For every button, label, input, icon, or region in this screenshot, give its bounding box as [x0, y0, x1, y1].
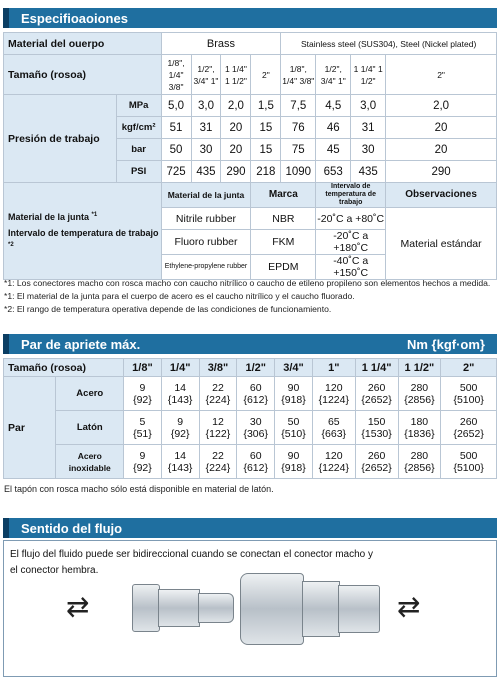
torque-cell	[237, 377, 275, 411]
torque-nm-value: 120	[325, 449, 343, 462]
torque-nm-value: 9	[177, 415, 184, 428]
bidirectional-arrow-icon: ⇄	[397, 591, 421, 622]
torque-par-label: Par	[4, 377, 56, 479]
torque-unit: Nm {kgf·om}	[406, 336, 485, 352]
torque-kgf-value: {224}	[205, 461, 231, 474]
pressure-value: 653	[316, 161, 351, 183]
spec-note: *1: Los conectores macho con rosca macho con caucho nitrílico o caucho de etileno propileno son elementos hechos a medida.	[4, 278, 491, 288]
size-header: 2"	[386, 55, 497, 95]
torque-kgf-value: {510}	[281, 427, 306, 440]
pressure-value: 3,0	[351, 95, 386, 117]
torque-nm-value: 60	[249, 381, 262, 394]
torque-nm-value: 9	[139, 381, 146, 394]
torque-nm-value: 500	[459, 449, 478, 462]
pressure-value: 4,5	[316, 95, 351, 117]
torque-nm-value: 260	[367, 449, 386, 462]
seal-col-obs: Observaciones	[386, 183, 497, 208]
seal-col-material: Material de la junta	[161, 183, 251, 208]
torque-kgf-value: {918}	[281, 393, 306, 406]
size-header: 2"	[251, 55, 281, 95]
torque-cell	[398, 411, 441, 445]
pressure-value: 31	[191, 117, 221, 139]
seal-mark: FKM	[251, 230, 316, 255]
pressure-value: 31	[351, 117, 386, 139]
torque-size-header: 1 1/4"	[355, 359, 398, 377]
material-steel: Stainless steel (SUS304), Steel (Nickel plated)	[281, 33, 497, 55]
torque-nm-value: 280	[410, 449, 429, 462]
size-header: 1 1/4" 1 1/2"	[221, 55, 251, 95]
spec-note: *2: El rango de temperatura operativa depende de las condiciones de funcionamiento.	[4, 304, 332, 314]
material-brass: Brass	[161, 33, 281, 55]
bidirectional-arrow-icon: ⇄	[66, 591, 90, 622]
torque-cell	[398, 445, 441, 479]
torque-nm-value: 5	[139, 415, 146, 428]
torque-kgf-value: {1224}	[318, 461, 349, 474]
torque-size-header: 1/8"	[124, 359, 162, 377]
torque-nm-value: 22	[212, 449, 224, 462]
flow-title: Sentido del flujo	[21, 520, 123, 536]
torque-nm-value: 120	[325, 381, 343, 394]
torque-cell	[124, 377, 162, 411]
pressure-unit: MPa	[116, 95, 161, 117]
torque-cell	[441, 377, 497, 411]
pressure-value: 51	[161, 117, 191, 139]
flow-text-line: El flujo del fluido puede ser bidireccional cuando se conectan el conector macho y	[10, 549, 373, 560]
torque-title: Par de apriete máx.	[21, 336, 141, 352]
torque-kgf-value: {1224}	[318, 393, 349, 406]
torque-kgf-value: {612}	[243, 393, 268, 406]
pressure-value: 30	[351, 139, 386, 161]
pressure-value: 1,5	[251, 95, 281, 117]
seal-note-2: *2	[8, 242, 14, 248]
torque-cell	[355, 445, 398, 479]
torque-nm-value: 260	[367, 381, 386, 394]
pressure-value: 75	[281, 139, 316, 161]
pressure-value: 2,0	[386, 95, 497, 117]
torque-kgf-value: {663}	[321, 427, 347, 440]
pressure-value: 2,0	[221, 95, 251, 117]
torque-cell	[398, 377, 441, 411]
pressure-value: 20	[221, 117, 251, 139]
torque-kgf-value: {2652}	[453, 427, 484, 440]
torque-nm-value: 90	[287, 381, 300, 394]
flow-description	[10, 547, 430, 579]
torque-cell	[312, 411, 355, 445]
pressure-value: 290	[386, 161, 497, 183]
torque-nm-value: 14	[174, 381, 187, 394]
seal-observation: Material estándar	[386, 208, 497, 280]
torque-note: El tapón con rosca macho sólo está disponible en material de latón.	[4, 484, 274, 494]
seal-col-temp: Intervalo de temperatura de trabajo	[316, 183, 386, 208]
torque-kgf-value: {612}	[243, 461, 268, 474]
torque-cell	[199, 445, 237, 479]
torque-material: Acero	[56, 377, 124, 411]
pressure-value: 46	[316, 117, 351, 139]
torque-cell	[312, 377, 355, 411]
torque-cell	[161, 411, 199, 445]
pressure-value: 435	[351, 161, 386, 183]
pressure-value: 15	[251, 139, 281, 161]
pressure-value: 30	[191, 139, 221, 161]
torque-kgf-value: {5100}	[453, 461, 484, 474]
torque-cell	[237, 411, 275, 445]
torque-kgf-value: {224}	[205, 393, 231, 406]
pressure-value: 5,0	[161, 95, 191, 117]
seal-mark: NBR	[251, 208, 316, 230]
torque-cell	[275, 445, 313, 479]
torque-nm-value: 60	[249, 449, 262, 462]
pressure-value: 15	[251, 117, 281, 139]
pressure-unit: bar	[116, 139, 161, 161]
torque-kgf-value: {92}	[170, 427, 190, 440]
torque-cell	[199, 411, 237, 445]
torque-size-header: 3/4"	[275, 359, 313, 377]
torque-cell	[199, 377, 237, 411]
torque-kgf-value: {1836}	[404, 427, 435, 440]
pressure-value: 20	[386, 117, 497, 139]
torque-kgf-value: {92}	[133, 393, 152, 406]
torque-nm-value: 260	[459, 415, 478, 428]
torque-kgf-value: {2856}	[404, 393, 435, 406]
torque-nm-value: 14	[174, 449, 187, 462]
torque-cell	[161, 377, 199, 411]
torque-size-header: 2"	[441, 359, 497, 377]
seal-labels	[4, 183, 162, 280]
seal-label-2: Intervalo de temperatura de trabajo	[8, 228, 159, 238]
size-label: Tamaño (rosoa)	[4, 55, 162, 95]
seal-col-mark: Marca	[251, 183, 316, 208]
seal-mark: EPDM	[251, 255, 316, 280]
torque-nm-value: 50	[287, 415, 300, 428]
torque-cell	[441, 445, 497, 479]
torque-cell	[312, 445, 355, 479]
seal-label-1: Material de la junta	[8, 212, 90, 222]
torque-nm-value: 65	[327, 415, 340, 428]
size-header: 1/8", 1/4" 3/8"	[161, 55, 191, 95]
pressure-label: Presión de trabajo	[4, 95, 117, 183]
flow-panel	[3, 540, 497, 677]
seal-material: Nitrile rubber	[161, 208, 251, 230]
size-header: 1/2", 3/4" 1"	[191, 55, 221, 95]
torque-size-header: 1/2"	[237, 359, 275, 377]
torque-kgf-value: {306}	[243, 427, 268, 440]
specs-table	[3, 32, 497, 280]
torque-size-header: 1/4"	[161, 359, 199, 377]
torque-cell	[124, 411, 162, 445]
torque-nm-value: 90	[287, 449, 300, 462]
seal-material: Fluoro rubber	[161, 230, 251, 255]
torque-nm-value: 12	[212, 415, 224, 428]
torque-cell	[355, 377, 398, 411]
pressure-value: 1090	[281, 161, 316, 183]
pressure-value: 290	[221, 161, 251, 183]
torque-nm-value: 280	[410, 381, 429, 394]
torque-cell	[355, 411, 398, 445]
pressure-value: 20	[386, 139, 497, 161]
torque-size-header: 1 1/2"	[398, 359, 441, 377]
torque-kgf-value: {92}	[133, 461, 152, 474]
torque-cell	[237, 445, 275, 479]
pressure-value: 435	[191, 161, 221, 183]
torque-material: Latón	[56, 411, 124, 445]
torque-cell	[161, 445, 199, 479]
torque-kgf-value: {2652}	[361, 461, 392, 474]
torque-cell	[124, 445, 162, 479]
torque-kgf-value: {1530}	[361, 427, 392, 440]
torque-kgf-value: {143}	[167, 393, 193, 406]
torque-size-header: 3/8"	[199, 359, 237, 377]
torque-size-header: 1"	[312, 359, 355, 377]
torque-kgf-value: {2652}	[361, 393, 392, 406]
size-header: 1/2", 3/4" 1"	[316, 55, 351, 95]
spec-note: *1: El material de la junta para el cuerpo de acero es el caucho nitrílico y el caucho fluorado.	[4, 291, 355, 301]
torque-kgf-value: {143}	[167, 461, 193, 474]
pressure-unit: PSI	[116, 161, 161, 183]
torque-kgf-value: {2856}	[404, 461, 435, 474]
torque-nm-value: 150	[367, 415, 386, 428]
size-header: 1 1/4" 1 1/2"	[351, 55, 386, 95]
seal-temp: -20˚C a +180˚C	[316, 230, 386, 255]
torque-kgf-value: {5100}	[453, 393, 484, 406]
torque-kgf-value: {51}	[133, 427, 152, 440]
torque-kgf-value: {122}	[205, 427, 231, 440]
torque-section-header	[3, 334, 497, 354]
torque-nm-value: 30	[249, 415, 262, 428]
pressure-value: 7,5	[281, 95, 316, 117]
pressure-value: 76	[281, 117, 316, 139]
seal-note-1: *1	[91, 212, 98, 218]
size-header: 1/8", 1/4" 3/8"	[281, 55, 316, 95]
torque-cell	[441, 411, 497, 445]
torque-material: Acero inoxidable	[56, 445, 124, 479]
flow-section-header	[3, 518, 497, 538]
pressure-value: 218	[251, 161, 281, 183]
torque-table	[3, 358, 497, 479]
specs-title: Especifioaoiones	[21, 10, 128, 26]
specs-section-header	[3, 8, 497, 28]
seal-material: Ethylene-propylene rubber	[161, 255, 251, 280]
flow-text-line: el conector hembra.	[10, 565, 99, 576]
torque-kgf-value: {918}	[281, 461, 306, 474]
torque-cell	[275, 411, 313, 445]
torque-cell	[275, 377, 313, 411]
pressure-value: 725	[161, 161, 191, 183]
pressure-value: 50	[161, 139, 191, 161]
pressure-value: 45	[316, 139, 351, 161]
pressure-unit: kgf/cm²	[116, 117, 161, 139]
seal-temp: -20˚C a +80˚C	[316, 208, 386, 230]
torque-nm-value: 9	[139, 449, 146, 462]
torque-nm-value: 180	[410, 415, 429, 428]
torque-size-label: Tamaño (rosoa)	[4, 359, 124, 377]
pressure-value: 20	[221, 139, 251, 161]
pressure-value: 3,0	[191, 95, 221, 117]
seal-temp: -40˚C a +150˚C	[316, 255, 386, 280]
torque-nm-value: 500	[459, 381, 478, 394]
torque-nm-value: 22	[212, 381, 224, 394]
material-label: Material del ouerpo	[4, 33, 162, 55]
